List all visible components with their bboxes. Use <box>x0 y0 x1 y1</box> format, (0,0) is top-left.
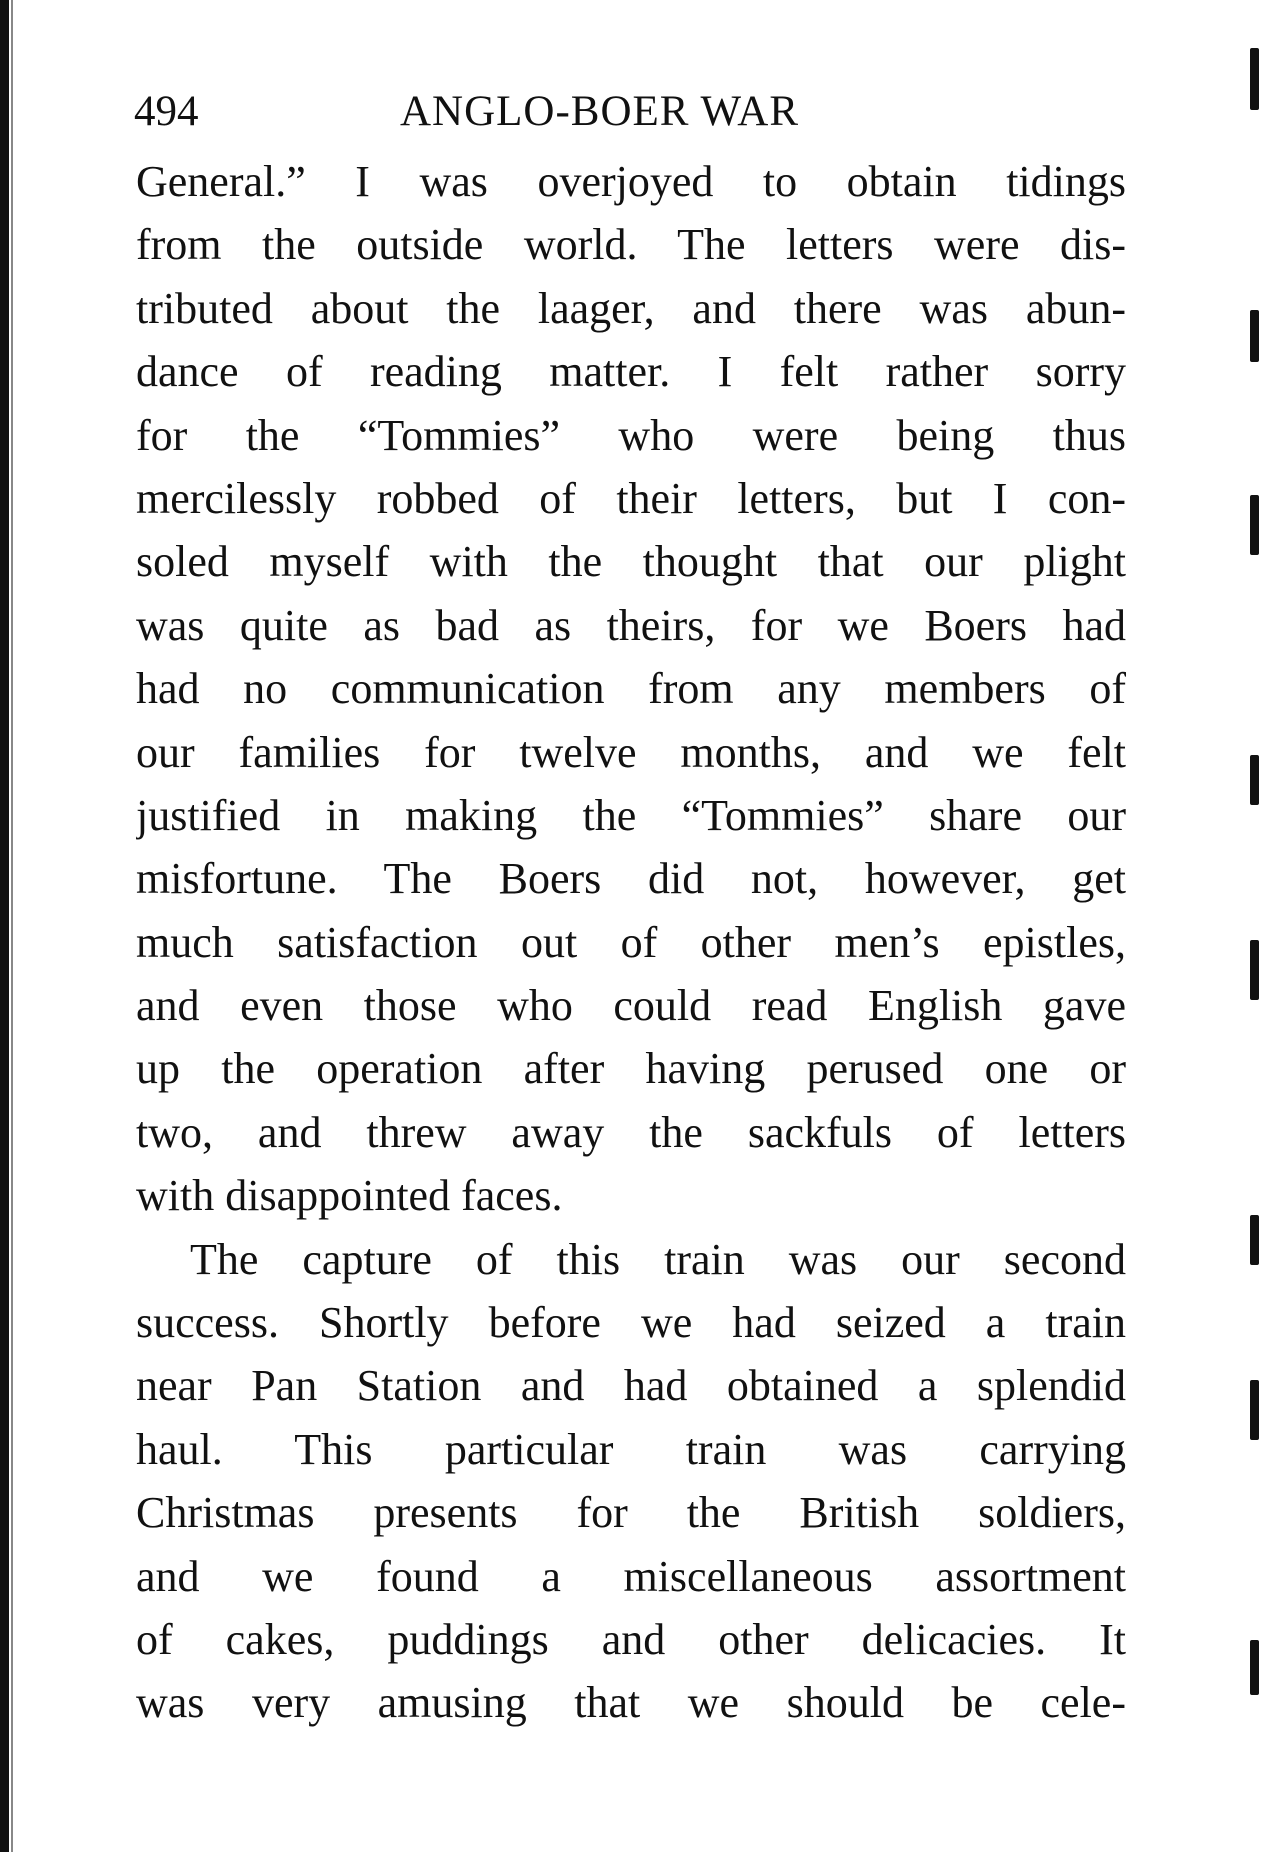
text-line: soled myself with the thought that our plight <box>136 537 1126 587</box>
text-line: for the “Tommies” who were being thus <box>136 410 1126 460</box>
text-line: dance of reading matter. I felt rather sorry <box>136 347 1126 397</box>
text-line: much satisfaction out of other men’s epistles, <box>136 917 1126 967</box>
text-line: near Pan Station and had obtained a splendid <box>136 1361 1126 1411</box>
text-line: of cakes, puddings and other delicacies. It <box>136 1614 1126 1664</box>
edge-mark <box>1250 310 1259 362</box>
text-line: was very amusing that we should be cele- <box>136 1678 1126 1728</box>
text-line: and even those who could read English gave <box>136 981 1126 1031</box>
text-line: our families for twelve months, and we felt <box>136 727 1126 777</box>
binding-edge-shadow <box>0 0 9 1852</box>
paragraph-end-line: with disappointed faces. <box>136 1171 563 1221</box>
edge-mark <box>1250 48 1259 110</box>
text-line: tributed about the laager, and there was abun- <box>136 283 1126 333</box>
text-line: and we found a miscellaneous assortment <box>136 1551 1126 1601</box>
text-line: haul. This particular train was carrying <box>136 1424 1126 1474</box>
text-line: success. Shortly before we had seized a train <box>136 1298 1126 1348</box>
text-line: up the operation after having perused one or <box>136 1044 1126 1094</box>
text-line: General.” I was overjoyed to obtain tidings <box>136 157 1126 206</box>
edge-mark <box>1250 755 1259 805</box>
page-number: 494 <box>134 88 199 135</box>
edge-mark <box>1250 1640 1259 1695</box>
text-line: was quite as bad as theirs, for we Boers had <box>136 600 1126 650</box>
edge-mark <box>1250 495 1259 555</box>
edge-mark <box>1250 940 1259 1000</box>
paragraph-start-line: The capture of this train was our second <box>190 1234 1126 1284</box>
text-line: two, and threw away the sackfuls of letters <box>136 1107 1126 1157</box>
edge-mark <box>1250 1380 1259 1440</box>
text-line: justified in making the “Tommies” share our <box>136 790 1126 840</box>
text-line: misfortune. The Boers did not, however, get <box>136 854 1126 904</box>
binding-edge-line <box>11 0 13 1852</box>
body-text <box>136 150 1126 1735</box>
text-line: Christmas presents for the British soldiers, <box>136 1488 1126 1538</box>
edge-mark <box>1250 1215 1259 1265</box>
page-header <box>134 82 1124 142</box>
running-head: ANGLO-BOER WAR <box>400 88 800 135</box>
text-line: mercilessly robbed of their letters, but I con- <box>136 473 1126 523</box>
text-line: from the outside world. The letters were dis- <box>136 220 1126 270</box>
text-line: had no communication from any members of <box>136 664 1126 714</box>
